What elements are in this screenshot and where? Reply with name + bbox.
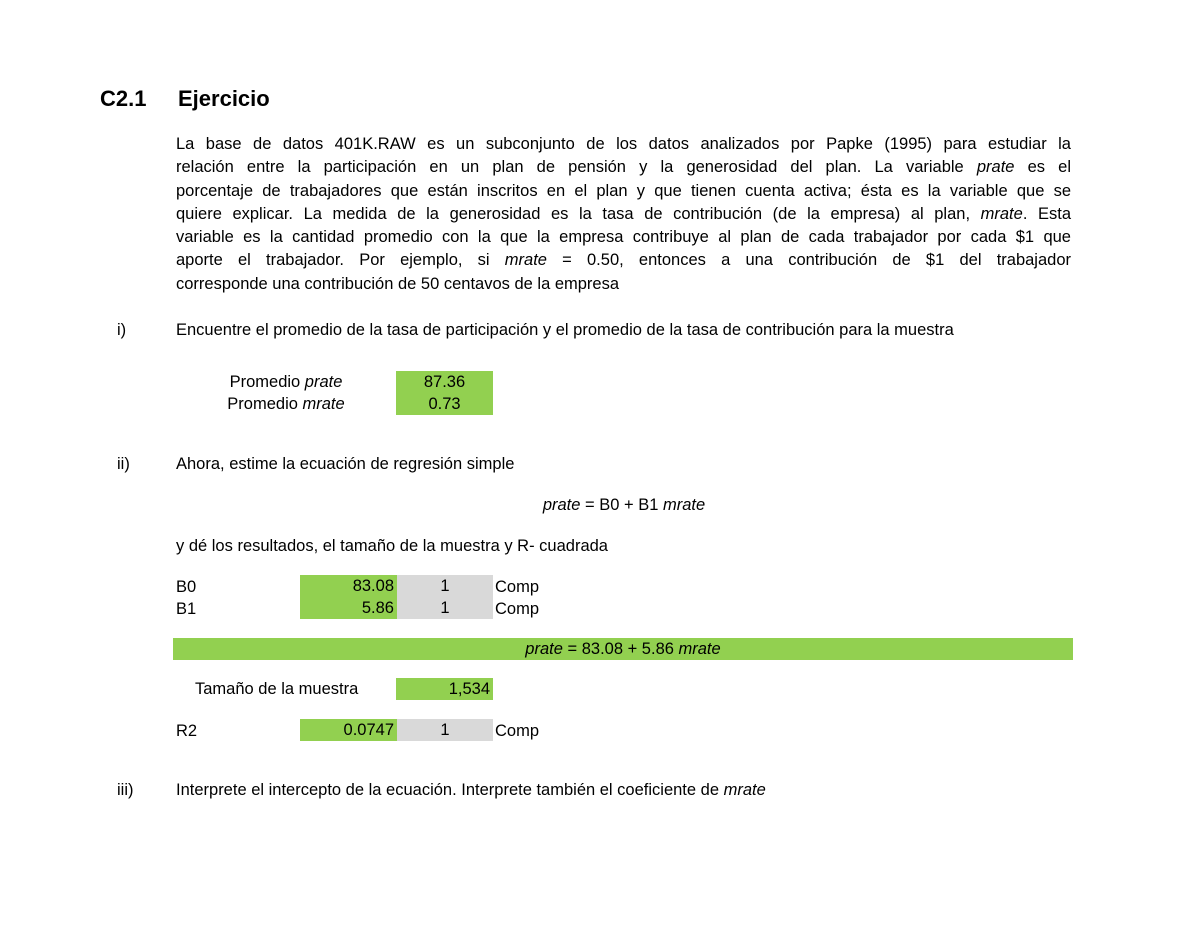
r2-label: R2	[176, 722, 198, 740]
intro-line: aporte el trabajador. Por ejemplo, si mrate = 0.50, entonces a una contribución de $1 del trabajador	[176, 251, 1071, 270]
promedio-prate-value[interactable]: 87.36	[396, 371, 493, 393]
intro-line: corresponde una contribución de 50 centavos de la empresa	[176, 274, 620, 293]
regression-equation: prate = B0 + B1 mrate	[542, 496, 706, 514]
b1-value[interactable]: 5.86	[300, 597, 397, 619]
b0-value[interactable]: 83.08	[300, 575, 397, 597]
part-i-question: Encuentre el promedio de la tasa de participación y el promedio de la tasa de contribución para la muestra	[176, 321, 954, 339]
r2-check: 1	[397, 719, 493, 741]
b0-label: B0	[176, 578, 197, 596]
b0-check: 1	[397, 575, 493, 597]
b1-status: Comp	[495, 600, 540, 618]
r2-status: Comp	[495, 722, 540, 740]
part-iii-label: iii)	[117, 781, 134, 799]
section-title: Ejercicio	[178, 86, 270, 111]
promedio-prate-label: Promedio prate	[229, 373, 343, 391]
intro-line: La base de datos 401K.RAW es un subconjunto de los datos analizados por Papke (1995) para estudiar la	[176, 135, 1071, 153]
part-i-label: i)	[117, 321, 127, 339]
intro-paragraph	[176, 133, 1071, 296]
intro-line: variable es la cantidad promedio con la que la empresa contribuye al plan de cada trabajador por cada $1 que	[176, 228, 1071, 247]
promedio-mrate-label: Promedio mrate	[227, 395, 345, 413]
intro-line: relación entre la participación en un plan de pensión y la generosidad del plan. La variable prate es el	[176, 158, 1071, 177]
part-ii-followup: y dé los resultados, el tamaño de la muestra y R- cuadrada	[176, 537, 608, 555]
r2-value[interactable]: 0.0747	[300, 719, 397, 741]
sample-size-value[interactable]: 1,534	[396, 678, 493, 700]
intro-line: quiere explicar. La medida de la generosidad es la tasa de contribución (de la empresa) al plan, mrate. Esta	[176, 204, 1071, 223]
part-ii-label: ii)	[117, 455, 130, 473]
sample-size-label: Tamaño de la muestra	[195, 680, 359, 698]
b1-check: 1	[397, 597, 493, 619]
part-ii-question: Ahora, estime la ecuación de regresión simple	[176, 455, 515, 473]
b1-label: B1	[176, 600, 197, 618]
promedio-mrate-value[interactable]: 0.73	[396, 393, 493, 415]
b0-status: Comp	[495, 578, 540, 596]
part-iii-question: Interprete el intercepto de la ecuación. Interprete también el coeficiente de mrate	[176, 781, 766, 799]
result-equation-banner: prate = 83.08 + 5.86 mrate	[173, 638, 1073, 660]
section-number: C2.1	[100, 86, 147, 111]
intro-line: porcentaje de trabajadores que están inscritos en el plan y que tienen cuenta activa; ésta es la variable que se	[176, 181, 1071, 200]
